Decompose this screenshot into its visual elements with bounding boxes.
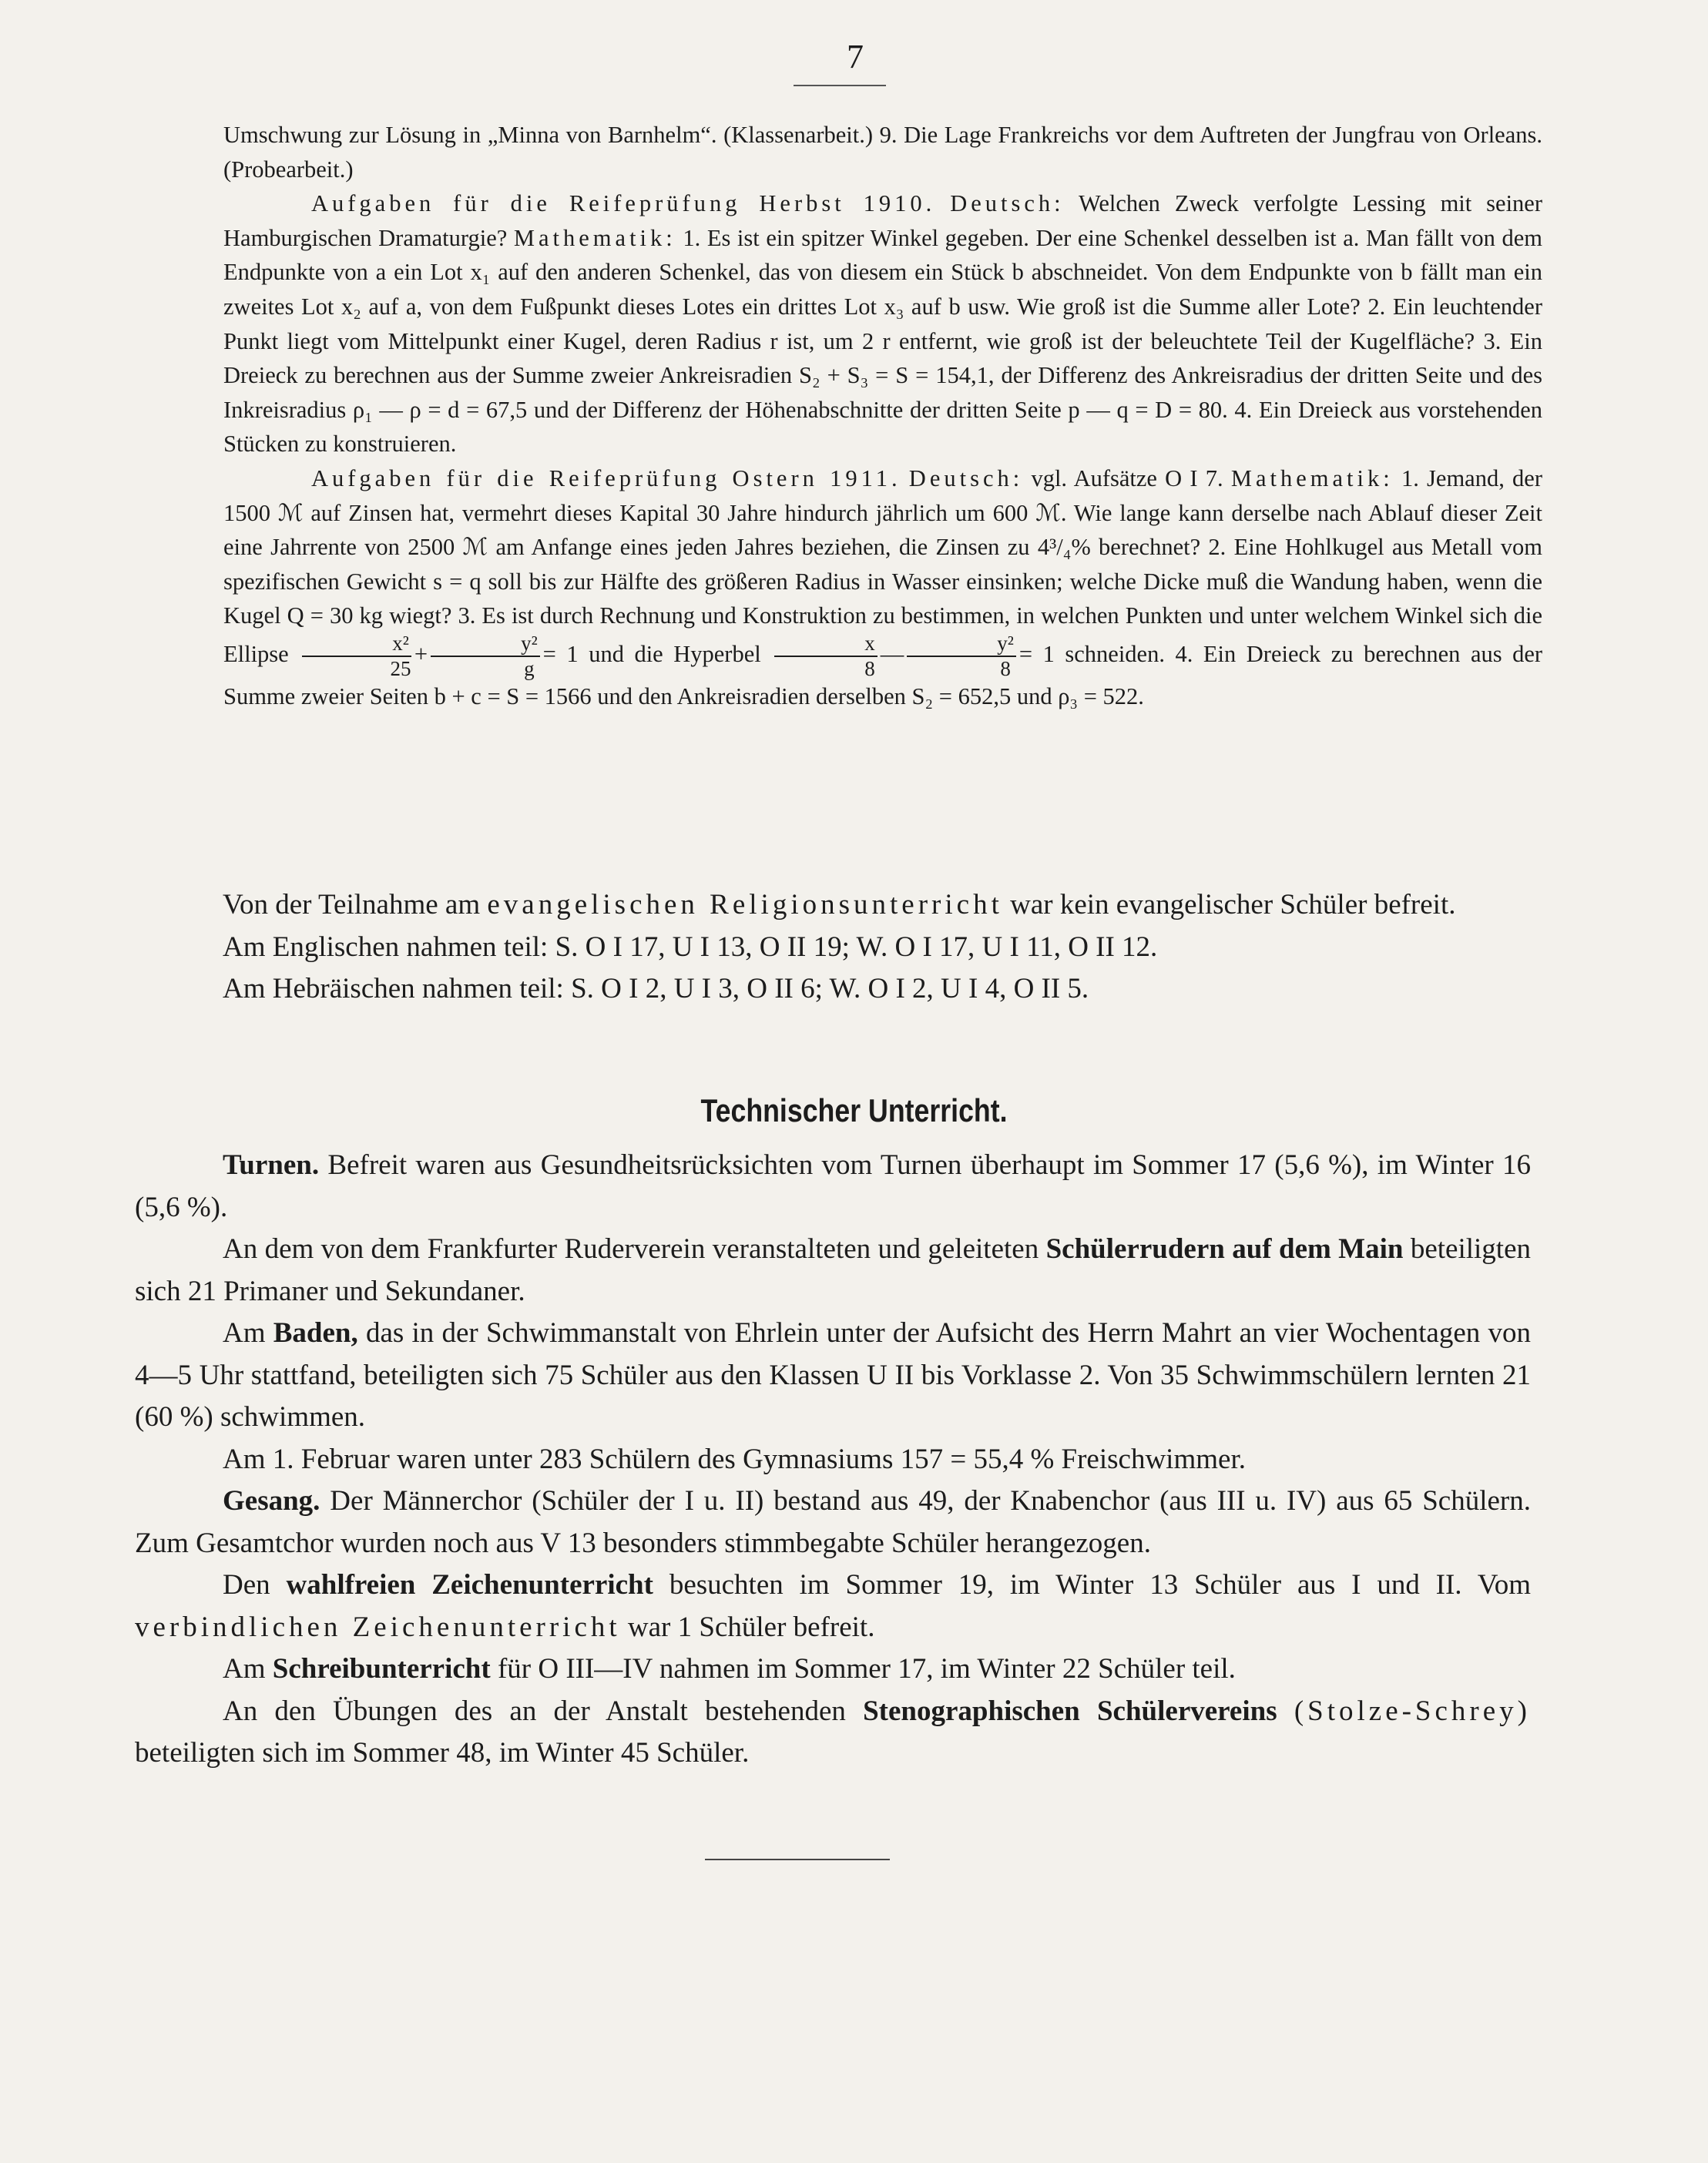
ellipse-fraction-x: $\frac{\text{x²}}{25}$: [302, 633, 411, 679]
math-tasks-1911-part1: 1. Jemand, der 1500 ℳ auf Zinsen hat, vermehrt dieses Kapital 30 Jahre hindurch jährlich um 600 ℳ. Wie lange kann derselbe nach Ablauf dieser Zeit eine Jahrrente von 2500 ℳ am Anfange eines jeden Jahres beziehen, die Zinsen zu 4³/₄% berechnet? 2. Eine Hohlkugel aus Metall vom spezifischen Gewicht s = q soll bis zur Hälfte des größeren Radius in Wasser einsinken; welche Dicke muß die Wandung haben, wenn die Kugel Q = 30 kg wiegt? 3. Es ist durch Rechnung und Konstruktion zu bestimmen, in welchen Punkten und unter welchem Winkel sich die Ellipse: [223, 464, 1542, 667]
zeichen-paragraph: Den wahlfreien Zeichenunterricht besuchten im Sommer 19, im Winter 13 Schüler aus I und II. Vom verbindlichen Zeichenunterricht war 1 Schüler befreit.: [135, 1569, 1531, 1643]
gesang-paragraph: Gesang. Der Männerchor (Schüler der I u. II) bestand aus 49, der Knabenchor (aus III u. IV) aus 65 Schülern. Zum Gesamtchor wurden noch aus V 13 besonders stimmbegabte Schüler herangezogen.: [135, 1485, 1532, 1559]
religion-term: evangelischen Religionsunterricht: [487, 889, 1003, 921]
exam-tasks-section: [223, 118, 1542, 714]
rudern-paragraph: An dem von dem Frankfurter Ruderverein veranstalteten und geleiteten Schülerrudern auf dem Main beteiligten sich 21 Primaner und Sekundaner.: [135, 1233, 1532, 1307]
hyperbola-minus: —: [880, 640, 904, 667]
page-number-rule: [794, 85, 886, 86]
math-tasks-1911-part2: und die Hyperbel: [589, 640, 761, 667]
page-number: 7: [847, 38, 864, 75]
german-label: Deutsch:: [950, 190, 1065, 217]
religion-paragraph: Von der Teilnahme am evangelischen Religionsunterricht war kein evangelischer Schüler befreit.: [223, 889, 1456, 921]
schreib-paragraph: Am Schreibunterricht für O III—IV nahmen im Sommer 17, im Winter 22 Schüler teil.: [223, 1653, 1236, 1685]
german-task-1911: vgl. Aufsätze O I 7.: [1031, 464, 1223, 491]
math-tasks-1910: 1. Es ist ein spitzer Winkel gegeben. Der eine Schenkel desselben ist a. Man fällt von dem Endpunkte von a ein Lot x₁ auf den anderen Schenkel, das von diesem ein Stück b abschneidet. Von dem Endpunkte von b fällt man ein zweites Lot x₂ auf a, von dem Fußpunkt dieses Lotes ein drittes Lot x₃ auf b usw. Wie groß ist die Summe aller Lote? 2. Ein leuchtender Punkt liegt vom Mittelpunkt einer Kugel, deren Radius r ist, um 2 r entfernt, wie groß ist der beleuchtete Teil der Kugelfläche? 3. Ein Dreieck zu berechnen aus der Summe zweier Ankreisradien S₂ + S₃ = S = 154,1, der Differenz des Ankreisradius der dritten Seite und des Inkreisradius ρ₁ — ρ = d = 67,5 und der Differenz der Höhenabschnitte der dritten Seite p — q = D = 80. 4. Ein Dreieck aus vorstehenden Stücken zu konstruieren.: [223, 224, 1543, 458]
closing-rule: [705, 1859, 890, 1860]
hyperbola-fraction-x: $\frac{x}{8}$: [774, 633, 877, 679]
ellipse-fraction-y: $\frac{\text{y²}}{g}$: [431, 633, 540, 679]
zeichen-term: wahlfreien Zeichenunterricht: [286, 1569, 653, 1601]
section-heading: Technischer Unterricht.: [700, 1092, 1008, 1128]
hyperbola-equals: = 1: [1018, 640, 1055, 667]
technical-instruction-section: [135, 1145, 1531, 1775]
gesang-label: Gesang.: [223, 1485, 320, 1517]
hyperbola-fraction-y: $\frac{\text{y²}}{8}$: [907, 633, 1016, 679]
exam-1910-heading: Aufgaben für die Reifeprüfung Herbst 1910.: [311, 190, 936, 217]
math-label: Mathematik:: [513, 224, 676, 251]
steno-paragraph: An den Übungen des an der Anstalt bestehenden Stenographischen Schülervereins (Stolze-Schrey) beteiligten sich im Sommer 48, im Winter 45 Schüler.: [135, 1695, 1532, 1769]
hebrew-paragraph: Am Hebräischen nahmen teil: S. O I 2, U I 3, O II 6; W. O I 2, U I 4, O II 5.: [223, 973, 1089, 1004]
exam-1911-paragraph: [223, 461, 1542, 714]
turnen-paragraph: Turnen. Befreit waren aus Gesundheitsrücksichten vom Turnen überhaupt im Sommer 17 (5,6 %), im Winter 16 (5,6 %).: [135, 1149, 1532, 1223]
exam-1911-heading: Aufgaben für die Reifeprüfung Ostern 1911.: [311, 464, 901, 491]
german-label: Deutsch:: [908, 464, 1024, 491]
zeichen-spaced-term: verbindlichen Zeichenunterricht: [135, 1611, 621, 1643]
rudern-term: Schülerrudern auf dem Main: [1045, 1233, 1404, 1265]
steno-term: Stenographischen Schülervereins: [863, 1695, 1277, 1727]
essay-topics-continuation: Umschwung zur Lösung in „Minna von Barnhelm“. (Klassenarbeit.) 9. Die Lage Frankreichs vor dem Auftreten der Jungfrau von Orleans. (Probearbeit.): [223, 122, 1542, 183]
freischwimmer-paragraph: Am 1. Februar waren unter 283 Schülern des Gymnasiums 157 = 55,4 % Freischwimmer.: [223, 1443, 1246, 1475]
ellipse-equals: = 1: [542, 640, 579, 667]
baden-paragraph: Am Baden, das in der Schwimmanstalt von Ehrlein unter der Aufsicht des Herrn Mahrt an vier Wochentagen von 4—5 Uhr stattfand, beteiligten sich 75 Schüler aus den Klassen U II bis Vorklasse 2. Von 35 Schwimmschülern lernten 21 (60 %) schwimmen.: [135, 1317, 1531, 1433]
math-label: Mathematik:: [1230, 464, 1394, 491]
schreib-term: Schreibunterricht: [272, 1653, 491, 1685]
german-task-1910: Welchen Zweck verfolgte Lessing mit seiner Hamburgischen Dramaturgie?: [223, 190, 1542, 251]
math-tasks-1911-part3: schneiden. 4. Ein Dreieck zu berechnen aus der Summe zweier Seiten b + c = S = 1566 und den Ankreisradien derselben S₂ = 652,5 und ρ₃ = 522.: [223, 640, 1543, 709]
steno-system: (Stolze-Schrey): [1294, 1695, 1532, 1727]
exam-1910-paragraph: [223, 186, 1542, 461]
baden-term: Baden,: [273, 1317, 358, 1349]
turnen-label: Turnen.: [223, 1149, 320, 1181]
religion-languages-section: [135, 884, 1531, 1011]
ellipse-plus: +: [414, 640, 428, 667]
english-paragraph: Am Englischen nahmen teil: S. O I 17, U I 13, O II 19; W. O I 17, U I 11, O II 12.: [223, 931, 1158, 963]
